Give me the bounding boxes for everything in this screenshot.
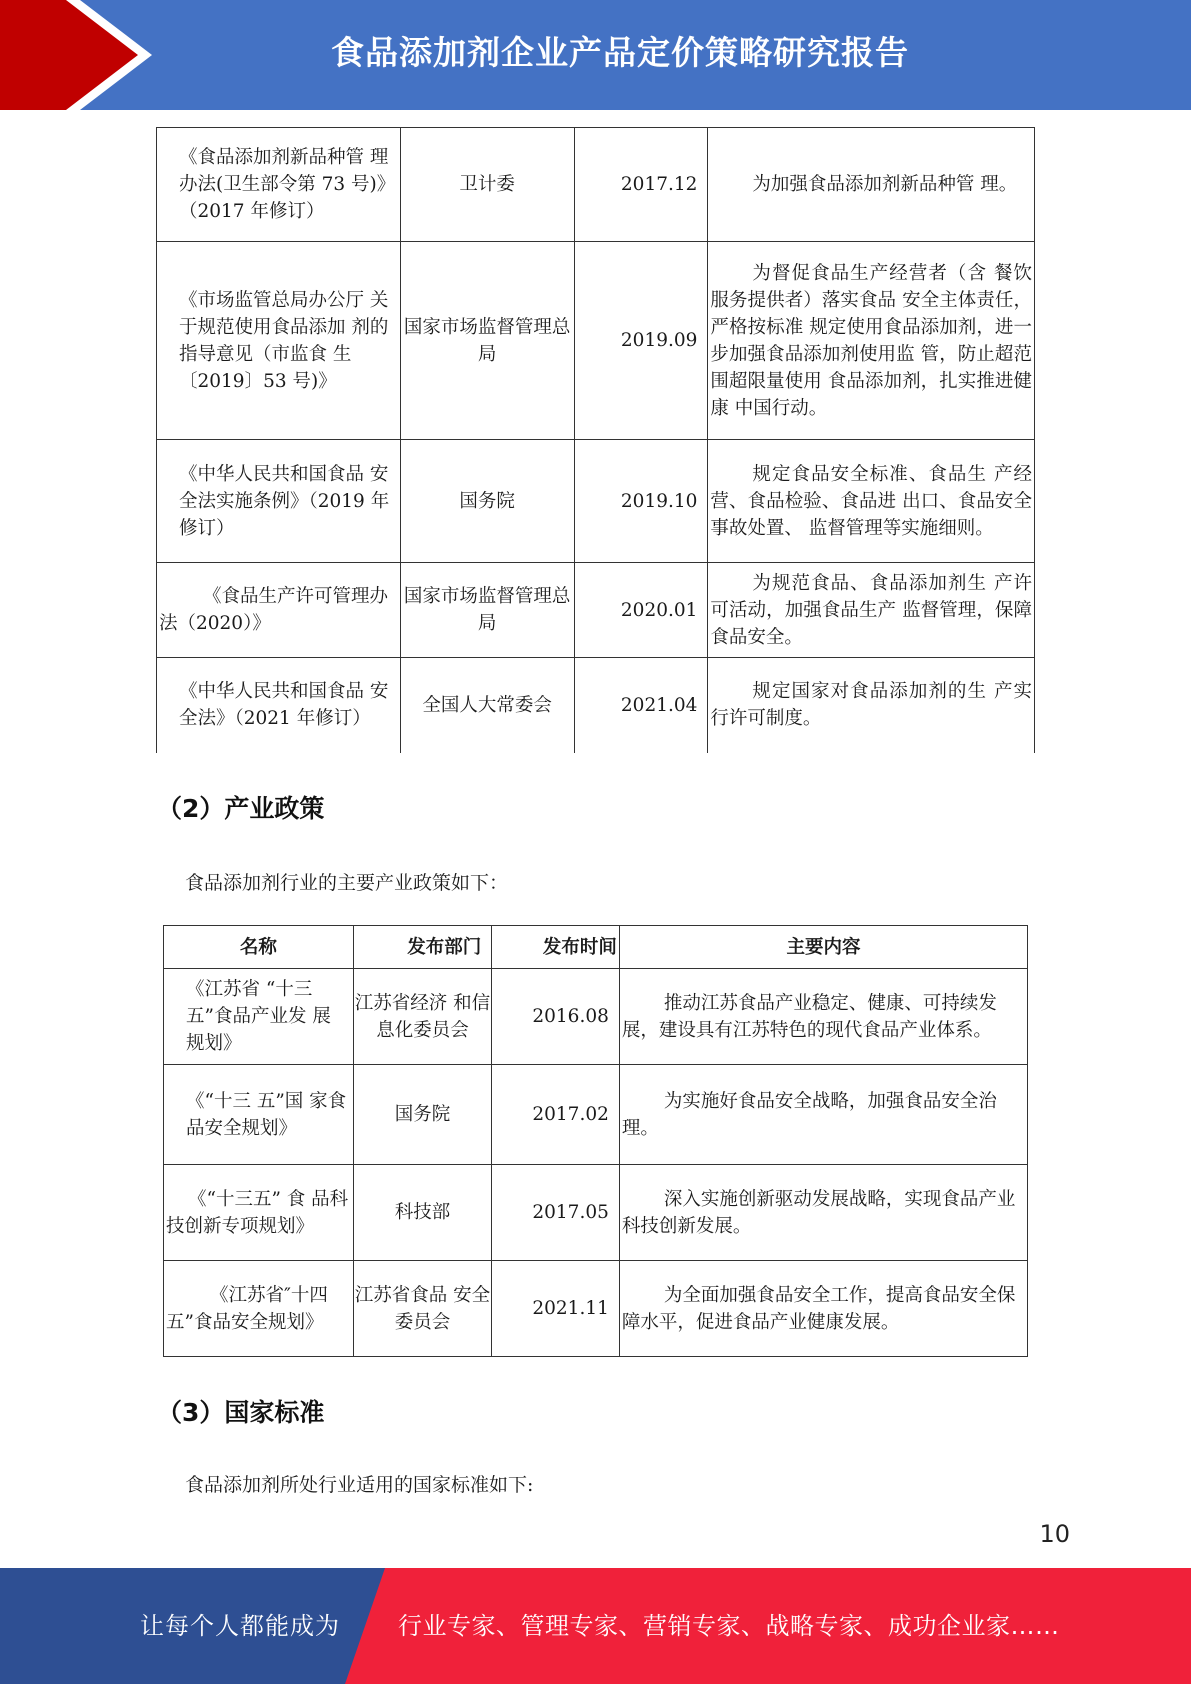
table-cell-dept: 卫计委 <box>400 128 574 242</box>
table-cell-date: 2020.01 <box>574 563 708 658</box>
table-cell-name: 《食品添加剂新品种管 理办法(卫生部令第 73 号)》（2017 年修订） <box>157 128 401 242</box>
table-cell-name: 《中华人民共和国食品 安全法实施条例》（2019 年修订） <box>157 440 401 563</box>
column-header-name: 名称 <box>164 926 354 969</box>
table-row <box>157 440 1035 563</box>
table-cell-name: 《“十三五” 食 品科技创新专项规划》 <box>164 1165 354 1261</box>
table-cell-date: 2019.09 <box>574 242 708 440</box>
table-row <box>157 242 1035 440</box>
column-header-dept: 发布部门 <box>353 926 492 969</box>
table-cell-date: 2016.08 <box>492 969 620 1065</box>
table-cell-date: 2017.05 <box>492 1165 620 1261</box>
table-cell-content: 深入实施创新驱动发展战略，实现食品产业科技创新发展。 <box>619 1165 1027 1261</box>
table-header-row <box>164 926 1028 969</box>
table-cell-date: 2021.11 <box>492 1261 620 1357</box>
table-cell-dept: 江苏省经济 和信息化委员会 <box>353 969 492 1065</box>
table-cell-date: 2017.12 <box>574 128 708 242</box>
report-title: 食品添加剂企业产品定价策略研究报告 <box>331 33 909 72</box>
table-cell-dept: 江苏省食品 安全委员会 <box>353 1261 492 1357</box>
table-cell-content: 规定国家对食品添加剂的生 产实行许可制度。 <box>708 658 1035 753</box>
table-cell-content: 为加强食品添加剂新品种管 理。 <box>708 128 1035 242</box>
table-cell-content: 推动江苏食品产业稳定、健康、可持续发展，建设具有江苏特色的现代食品产业体系。 <box>619 969 1027 1065</box>
table-row <box>164 1261 1028 1357</box>
table-cell-name: 《食品生产许可管理办法（2020）》 <box>157 563 401 658</box>
table-row <box>164 1165 1028 1261</box>
footer-slogan-left: 让每个人都能成为 <box>140 1612 340 1640</box>
page-header <box>0 0 1191 110</box>
column-header-content: 主要内容 <box>619 926 1027 969</box>
table-row <box>164 1065 1028 1165</box>
column-header-date: 发布时间 <box>492 926 620 969</box>
section-intro-industry-policy: 食品添加剂行业的主要产业政策如下： <box>185 872 509 894</box>
table-cell-content: 规定食品安全标准、食品生 产经营、食品检验、食品进 出口、食品安全事故处置、 监督管理等实施细则。 <box>708 440 1035 563</box>
table-cell-dept: 全国人大常委会 <box>400 658 574 753</box>
table-cell-dept: 国务院 <box>353 1065 492 1165</box>
table-cell-name: 《江苏省″十四五”食品安全规划》 <box>164 1261 354 1357</box>
table-cell-name: 《“十三 五”国 家食品安全规划》 <box>164 1065 354 1165</box>
table-cell-date: 2019.10 <box>574 440 708 563</box>
header-red-arrow-decoration <box>0 0 140 110</box>
footer-slogan-right: 行业专家、管理专家、营销专家、战略专家、成功企业家…… <box>398 1612 1060 1640</box>
table-cell-dept: 国务院 <box>400 440 574 563</box>
section-intro-national-standards: 食品添加剂所处行业适用的国家标准如下: <box>185 1474 534 1496</box>
table-cell-name: 《市场监管总局办公厅 关于规范使用食品添加 剂的指导意见（市监食 生〔2019〕53 号)》 <box>157 242 401 440</box>
table-row <box>157 658 1035 753</box>
industry-policy-table <box>163 925 1028 1357</box>
section-heading-industry-policy: （2）产业政策 <box>157 794 325 823</box>
table-row <box>157 563 1035 658</box>
section-heading-national-standards: （3）国家标准 <box>157 1398 325 1427</box>
table-cell-name: 《中华人民共和国食品 安全法》（2021 年修订） <box>157 658 401 753</box>
table-row <box>164 969 1028 1065</box>
table-cell-name: 《江苏省 “十三 五”食品产业发 展规划》 <box>164 969 354 1065</box>
page-footer <box>0 1568 1191 1684</box>
table-row <box>157 128 1035 242</box>
page-number: 10 <box>1039 1520 1070 1548</box>
table-cell-date: 2017.02 <box>492 1065 620 1165</box>
table-cell-content: 为督促食品生产经营者（含 餐饮服务提供者）落实食品 安全主体责任，严格按标准 规定使用食品添加剂，进一 步加强食品添加剂使用监 管，防止超范围超限量使用 食品添加剂，扎实推进健康 中国行动。 <box>708 242 1035 440</box>
table-cell-date: 2021.04 <box>574 658 708 753</box>
table-cell-dept: 科技部 <box>353 1165 492 1261</box>
table-cell-content: 为全面加强食品安全工作，提高食品安全保障水平，促进食品产业健康发展。 <box>619 1261 1027 1357</box>
table-cell-dept: 国家市场监督管理总局 <box>400 563 574 658</box>
table-cell-dept: 国家市场监督管理总局 <box>400 242 574 440</box>
regulations-table <box>156 127 1035 753</box>
table-cell-content: 为实施好食品安全战略，加强食品安全治理。 <box>619 1065 1027 1165</box>
table-cell-content: 为规范食品、食品添加剂生 产许可活动，加强食品生产 监督管理，保障食品安全。 <box>708 563 1035 658</box>
